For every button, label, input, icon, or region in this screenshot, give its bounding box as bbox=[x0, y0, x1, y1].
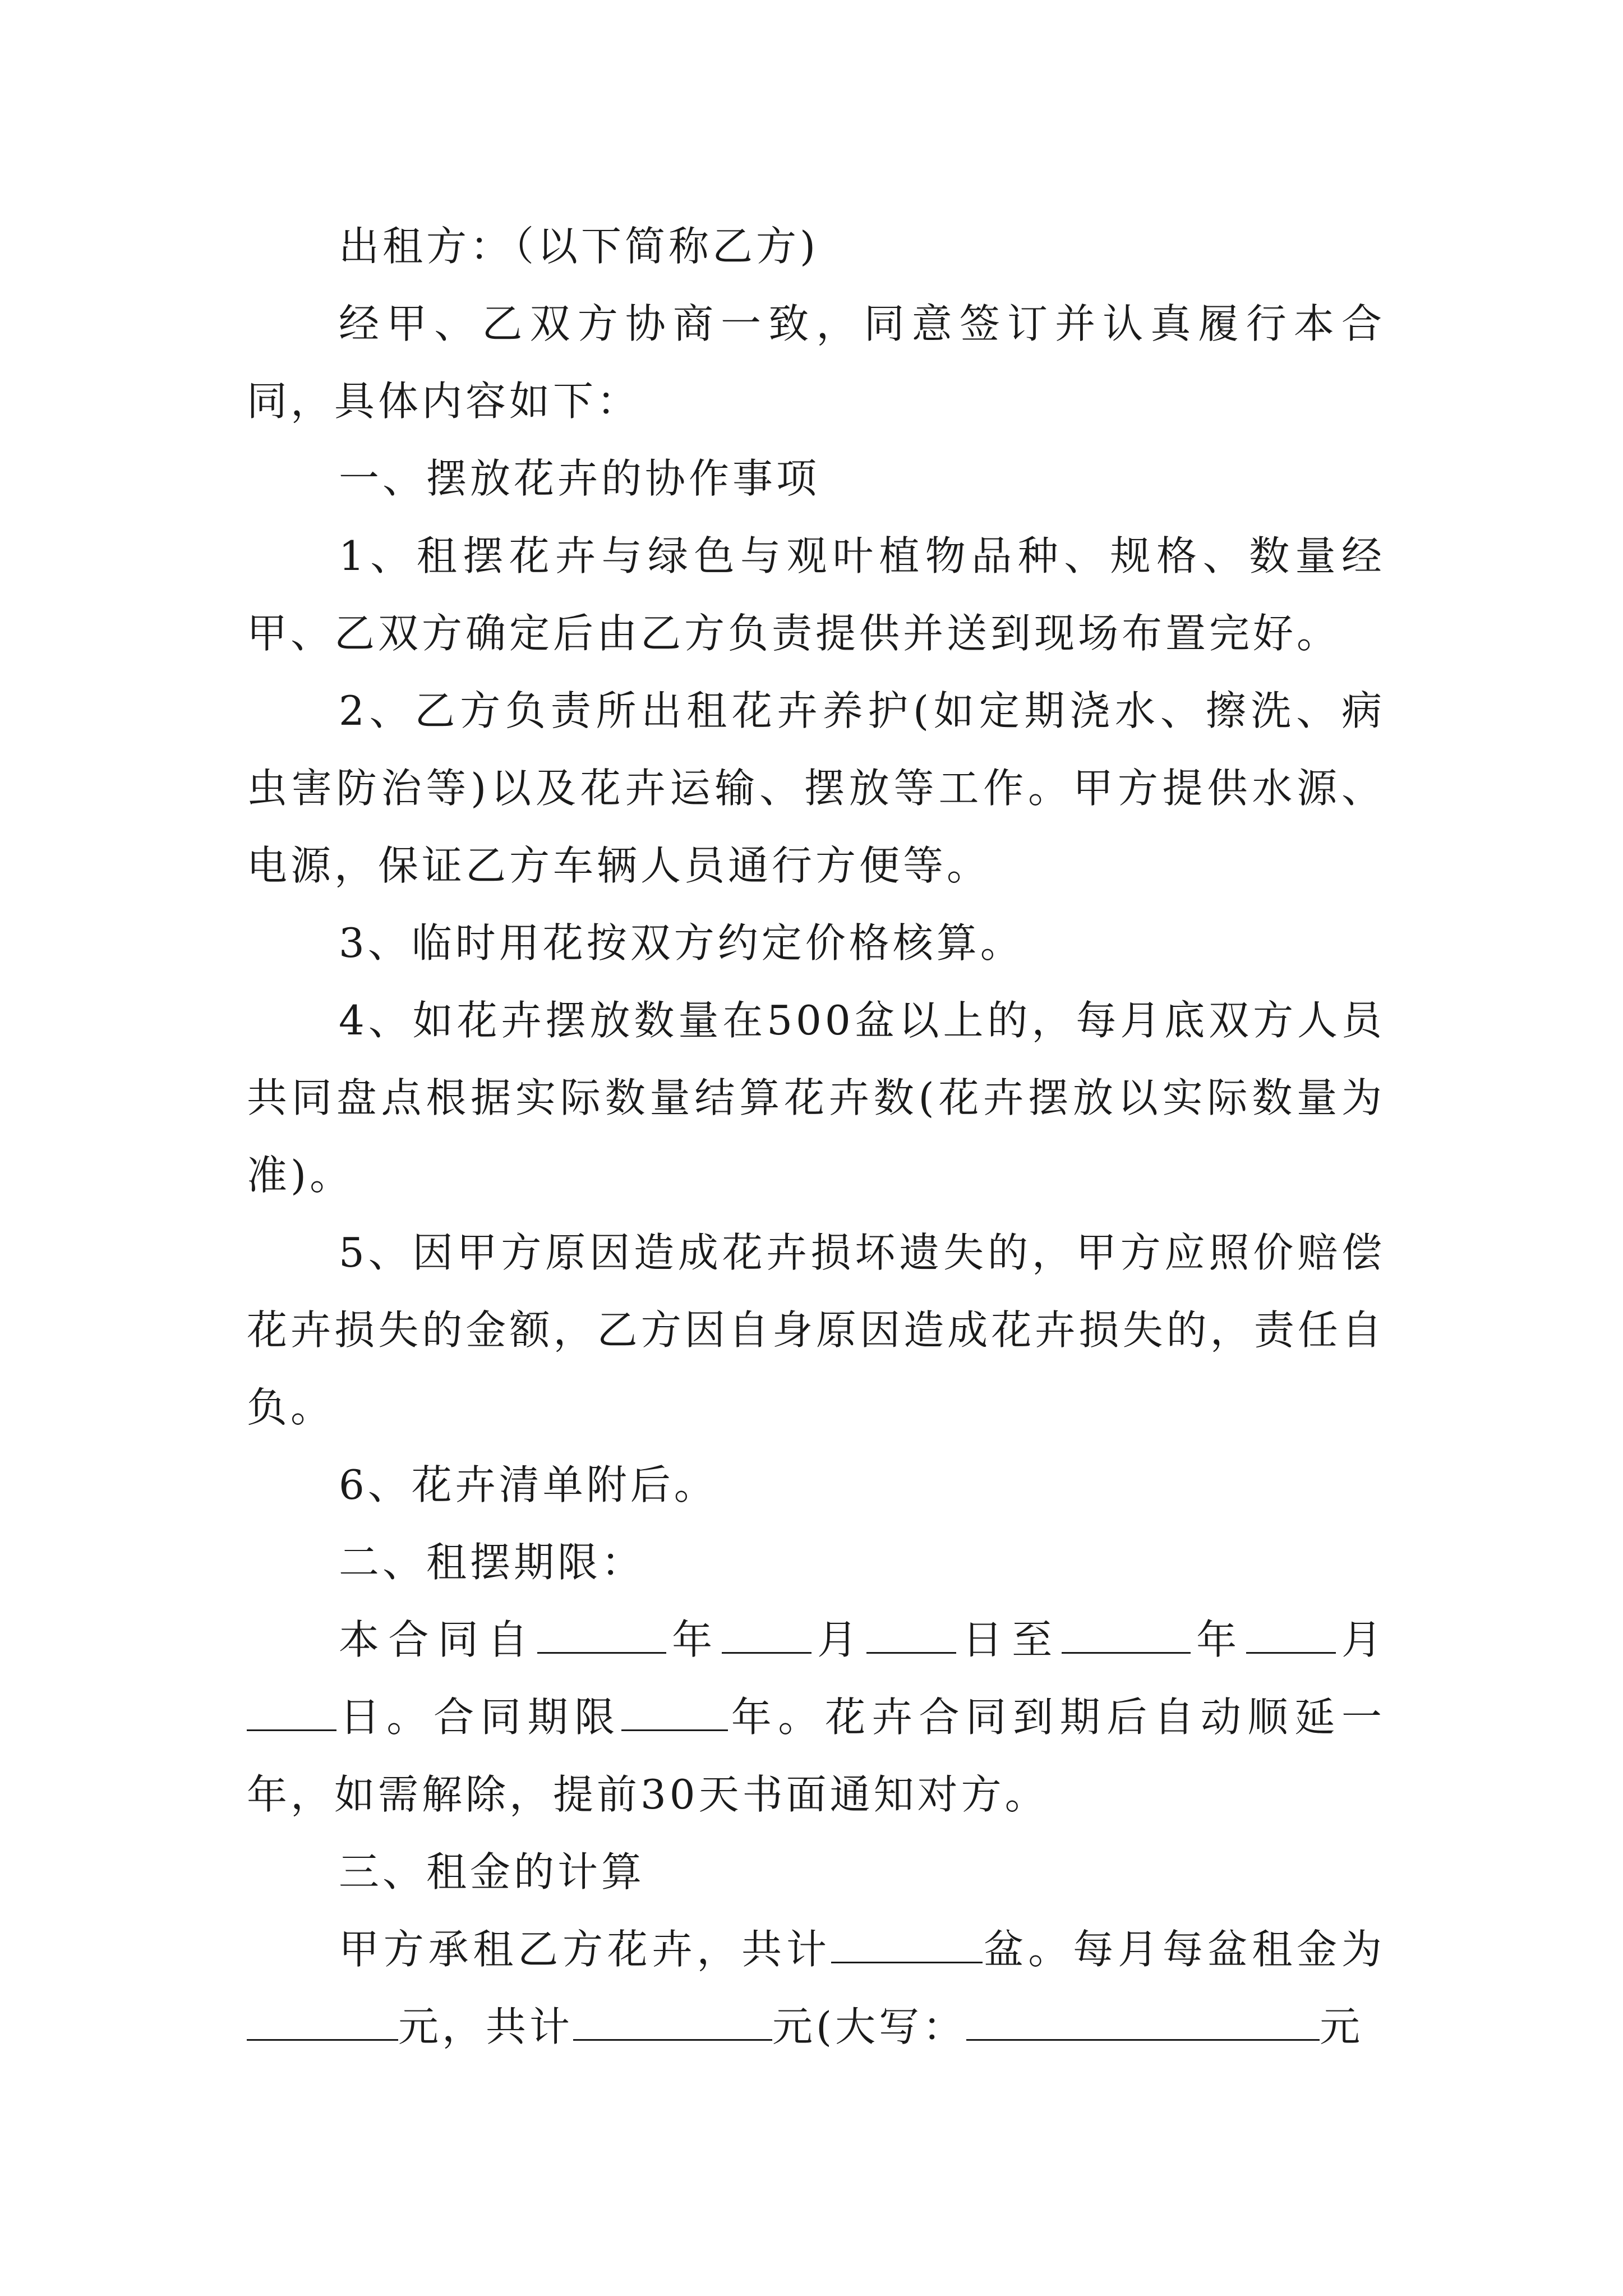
term-month-label-2: 月 bbox=[1335, 1616, 1385, 1663]
term-paragraph bbox=[247, 1601, 1385, 1833]
term-day-label-2: 日。合同期限 bbox=[336, 1694, 621, 1741]
blank-total-capitalized[interactable] bbox=[966, 2005, 1320, 2041]
blank-end-year[interactable] bbox=[1062, 1618, 1191, 1654]
blank-unit-price[interactable] bbox=[247, 2005, 398, 2041]
section-1-heading: 一、摆放花卉的协作事项 bbox=[339, 455, 820, 502]
blank-end-day[interactable] bbox=[247, 1696, 336, 1731]
item-2: 2、乙方负责所出租花卉养护(如定期浇水、擦洗、病虫害防治等)以及花卉运输、摆放等工作。甲方提供水源、电源，保证乙方车辆人员通行方便等。 bbox=[247, 687, 1385, 889]
rent-paragraph bbox=[247, 1911, 1385, 2065]
item-5: 5、因甲方原因造成花卉损坏遗失的，甲方应照价赔偿花卉损失的金额，乙方因自身原因造成花卉损失的，责任自负。 bbox=[247, 1229, 1385, 1431]
lessor-line: 出租方：（以下简称乙方) bbox=[339, 223, 819, 270]
item-4: 4、如花卉摆放数量在500盆以上的，每月底双方人员共同盘点根据实际数量结算花卉数(花卉摆放以实际数量为准)。 bbox=[247, 997, 1385, 1199]
blank-total[interactable] bbox=[573, 2005, 772, 2041]
term-year-label-1: 年 bbox=[666, 1616, 722, 1663]
document-body bbox=[247, 208, 1385, 2065]
term-month-label-1: 月 bbox=[811, 1616, 867, 1663]
term-year-label-2: 年 bbox=[1190, 1616, 1246, 1663]
blank-end-month[interactable] bbox=[1246, 1618, 1336, 1654]
rent-prefix: 甲方承租乙方花卉，共计 bbox=[339, 1926, 831, 1973]
rent-total-text: 元(大写： bbox=[772, 2003, 967, 2050]
section-2-heading: 二、租摆期限： bbox=[339, 1539, 645, 1586]
term-years-text: 年。花卉合同到期后自动顺延一年，如需解除，提前30天书面通知对方。 bbox=[247, 1694, 1385, 1818]
rent-total-caps-text: 元 bbox=[1320, 2003, 1364, 2050]
intro-paragraph: 经甲、乙双方协商一致，同意签订并认真履行本合同，具体内容如下： bbox=[247, 300, 1385, 425]
section-3-heading: 三、租金的计算 bbox=[339, 1848, 645, 1895]
item-6: 6、花卉清单附后。 bbox=[339, 1461, 718, 1508]
blank-start-day[interactable] bbox=[866, 1618, 956, 1654]
blank-pot-count[interactable] bbox=[831, 1928, 983, 1963]
blank-start-year[interactable] bbox=[537, 1618, 666, 1654]
item-3: 3、临时用花按双方约定价格核算。 bbox=[339, 919, 1024, 967]
blank-start-month[interactable] bbox=[722, 1618, 811, 1654]
item-1: 1、租摆花卉与绿色与观叶植物品种、规格、数量经甲、乙双方确定后由乙方负责提供并送到现场布置完好。 bbox=[247, 532, 1385, 657]
blank-term-years[interactable] bbox=[621, 1696, 728, 1731]
rent-pots-text: 盆。每月每盆租金为 bbox=[982, 1926, 1385, 1973]
term-day-label-1: 日至 bbox=[956, 1616, 1062, 1663]
term-prefix: 本合同自 bbox=[339, 1616, 537, 1663]
rent-unit-price-text: 元，共计 bbox=[398, 2003, 574, 2050]
